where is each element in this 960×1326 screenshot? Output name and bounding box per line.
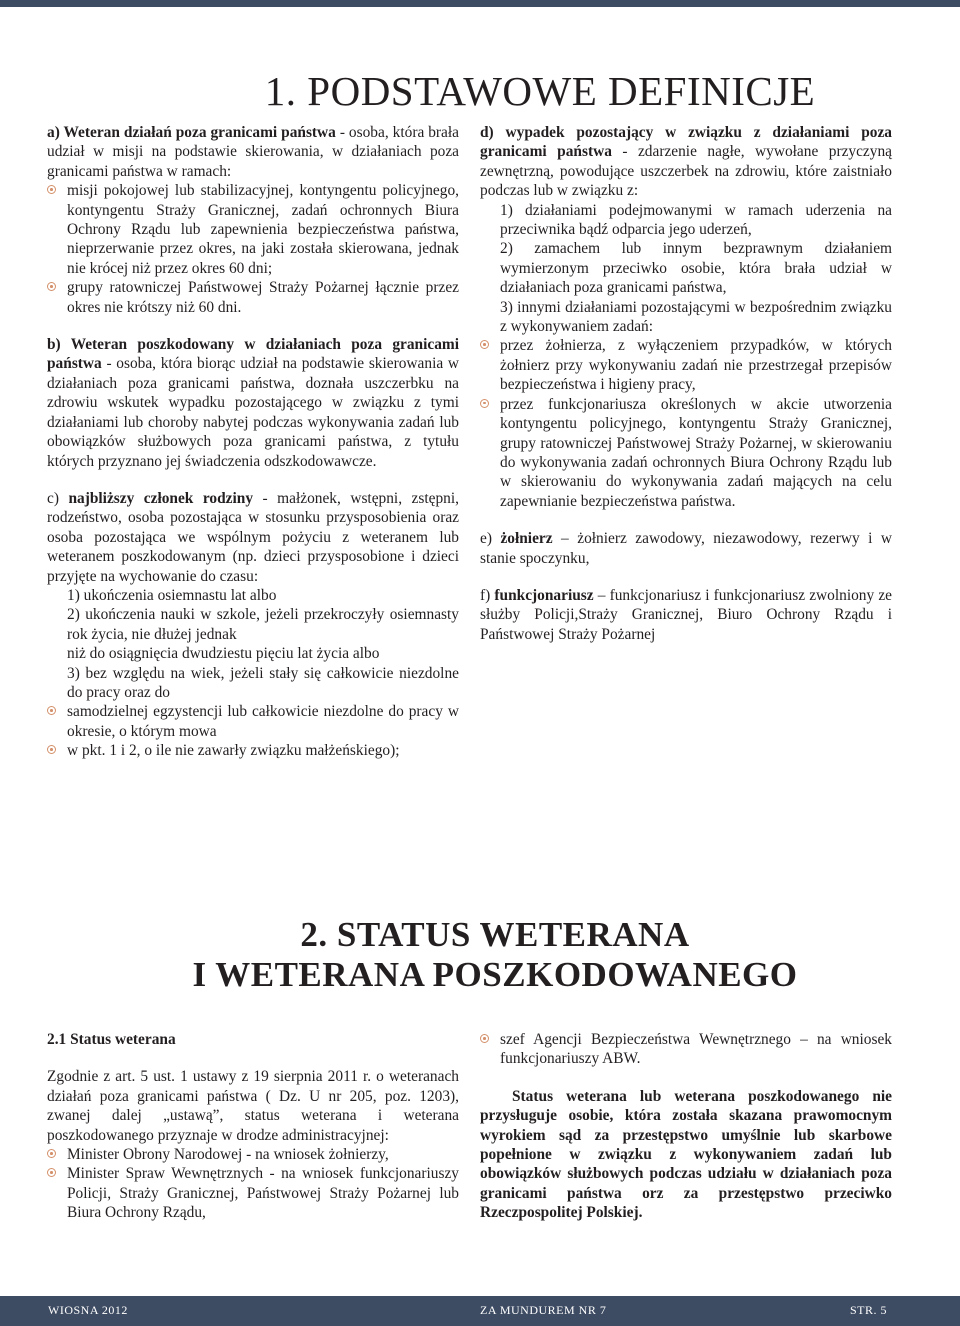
list-item: niż do osiągnięcia dwudziestu pięciu lat życia albo	[67, 645, 380, 663]
bullet-icon	[480, 1034, 489, 1043]
list-item: przez funkcjonariusza określonych w akcie utworzenia kontyngentu policyjnego, kontyngentu Straży Granicznej, grupy ratowniczej Państwowej Straży Pożarnej, w skierowaniu do wykonywania zadań ochronnych Biura Ochrony Rządu lub w skierowaniu do wykonywania zadań mających na celu zapewnianie bezpieczeństwa państwa.	[480, 395, 892, 511]
list-item: Minister Obrony Narodowej - na wniosek żołnierzy,	[47, 1145, 459, 1164]
definition-a: a) Weteran działań poza granicami państwa - osoba, która brała udział w misji na podstawie skierowania, w działaniach poza granicami państwa w ramach:	[47, 124, 459, 180]
list-item: 1) ukończenia osiemnastu lat albo	[67, 586, 277, 604]
bullet-icon	[480, 399, 489, 408]
bullet-icon	[47, 185, 56, 194]
bullet-icon	[47, 706, 56, 715]
section-title: 2. STATUS WETERANA I WETERANA POSZKODOWANEGO	[192, 915, 798, 994]
bullet-icon	[47, 1149, 56, 1158]
status-right-column	[480, 1030, 892, 1223]
list-item: przez żołnierza, z wyłączeniem przypadków, w których żołnierz przy wykonywaniu zadań nie przestrzegał przepisów bezpieczeństwa i higieny pracy,	[480, 336, 892, 394]
footer-issue-date: WIOSNA 2012	[48, 1303, 128, 1317]
status-left-column	[47, 1030, 459, 1223]
bullet-icon	[47, 282, 56, 291]
list-item: samodzielnej egzystencji lub całkowicie niezdolne do pracy w okresie, o którym mowa	[47, 702, 459, 741]
right-column	[480, 123, 892, 644]
list-item: w pkt. 1 i 2, o ile nie zawarły związku małżeńskiego);	[47, 741, 459, 760]
list-item: 2) zamachem lub innym bezprawnym działaniem wymierzonym przeciwko osobie, która brała udział w działaniach poza granicami państwa,	[500, 240, 892, 297]
bullet-icon	[47, 745, 56, 754]
definition-b: b) Weteran poszkodowany w działaniach poza granicami państwa - osoba, która biorąc udział na podstawie skierowania w działaniach poza granicami państwa, doznała uszczerbku na zdrowiu wskutek wypadku pozostającego w związku z tymi działaniami lub choroby nabytej podczas wykonywania zadań lub obowiązków służbowych poza granicami państwa, z tytułu których przyznano jej świadczenia odszkodowawcze.	[47, 336, 459, 470]
top-bar	[0, 0, 960, 7]
list-item: 2) ukończenia nauki w szkole, jeżeli przekroczyły osiemnasty rok życia, nie dłużej jednak	[67, 606, 459, 643]
list-item: 3) innymi działaniami pozostającymi w bezpośrednim związku z wykonywaniem zadań:	[500, 298, 892, 336]
bullet-icon	[47, 1168, 56, 1177]
sub-heading: 2.1 Status weterana	[47, 1031, 176, 1048]
definition-f: f) funkcjonariusz – funkcjonariusz i funkcjonariusz zwolniony ze służby Policji,Straży Granicznej, Biuro Ochrony Rządu i Państwowej Straży Pożarnej	[480, 586, 892, 643]
list-item: misji pokojowej lub stabilizacyjnej, kontyngentu policyjnego, kontyngentu Straży Granicznej, zadań ochronnych Biura Ochrony Rządu lub zapewnienia bezpieczeństwa państwa, nieprzerwanie przez okres, na jaki została skierowana, jednak nie krócej niż przez okres 60 dni;	[47, 181, 459, 278]
bullet-icon	[480, 340, 489, 349]
definition-c: c) najbliższy członek rodziny - małżonek, wstępni, zstępni, rodzeństwo, osoba pozostająca w stosunku przysposobienia oraz osoba pozostająca we wspólnym pożyciu z weteranem lub weteranem poszkodowanym (np. dzieci przysposobione i dzieci przyjęte na wychowanie do czasu:	[47, 489, 459, 585]
footer-page-number: STR. 5	[850, 1303, 888, 1317]
footer-magazine: ZA MUNDUREM NR 7	[480, 1303, 607, 1317]
page-title: 1. PODSTAWOWE DEFINICJE	[264, 68, 816, 115]
exclusion-note: Status weterana lub weterana poszkodowanego nie przysługuje osobie, która została skazana prawomocnym wyrokiem sąd za przestępstwo umyślnie lub skarbowe popełnione w związku z wykonywaniem zadań lub obowiązków służbowych podczas udziału w działaniach poza granicami państwa orz za przestępstwo przeciwko Rzeczpospolitej Polskiej.	[480, 1087, 892, 1222]
left-column	[47, 123, 459, 761]
list-item: grupy ratowniczej Państwowej Straży Pożarnej łącznie przez okres nie krótszy niż 60 dni.	[47, 278, 459, 317]
status-intro: Zgodnie z art. 5 ust. 1 ustawy z 19 sierpnia 2011 r. o weteranach działań poza granicami państwa ( Dz. U nr 205, poz. 1203), zwanej dalej „ustawą”, status weterana i weterana poszkodowanego przyznaje w drodze administracyjnej:	[47, 1068, 459, 1144]
list-item: szef Agencji Bezpieczeństwa Wewnętrznego – na wniosek funkcjonariuszy ABW.	[480, 1030, 892, 1069]
list-item: 3) bez względu na wiek, jeżeli stały się całkowicie niezdolne do pracy oraz do	[67, 664, 459, 701]
definition-d: d) wypadek pozostający w związku z działaniami poza granicami państwa - zdarzenie nagłe, wywołane przyczyną zewnętrzną, powodujące uszczerbek na zdrowiu, które zaistniało podczas lub w związku z:	[480, 124, 892, 200]
list-item: 1) działaniami podejmowanymi w ramach uderzenia na przeciwnika bądź odparcia jego uderzeń,	[500, 201, 892, 239]
definition-e: e) żołnierz – żołnierz zawodowy, niezawodowy, rezerwy i w stanie spoczynku,	[480, 530, 892, 567]
list-item: Minister Spraw Wewnętrznych - na wniosek funkcjonariuszy Policji, Straży Granicznej, Państwowej Straży Pożarnej lub Biura Ochrony Rządu,	[47, 1164, 459, 1222]
